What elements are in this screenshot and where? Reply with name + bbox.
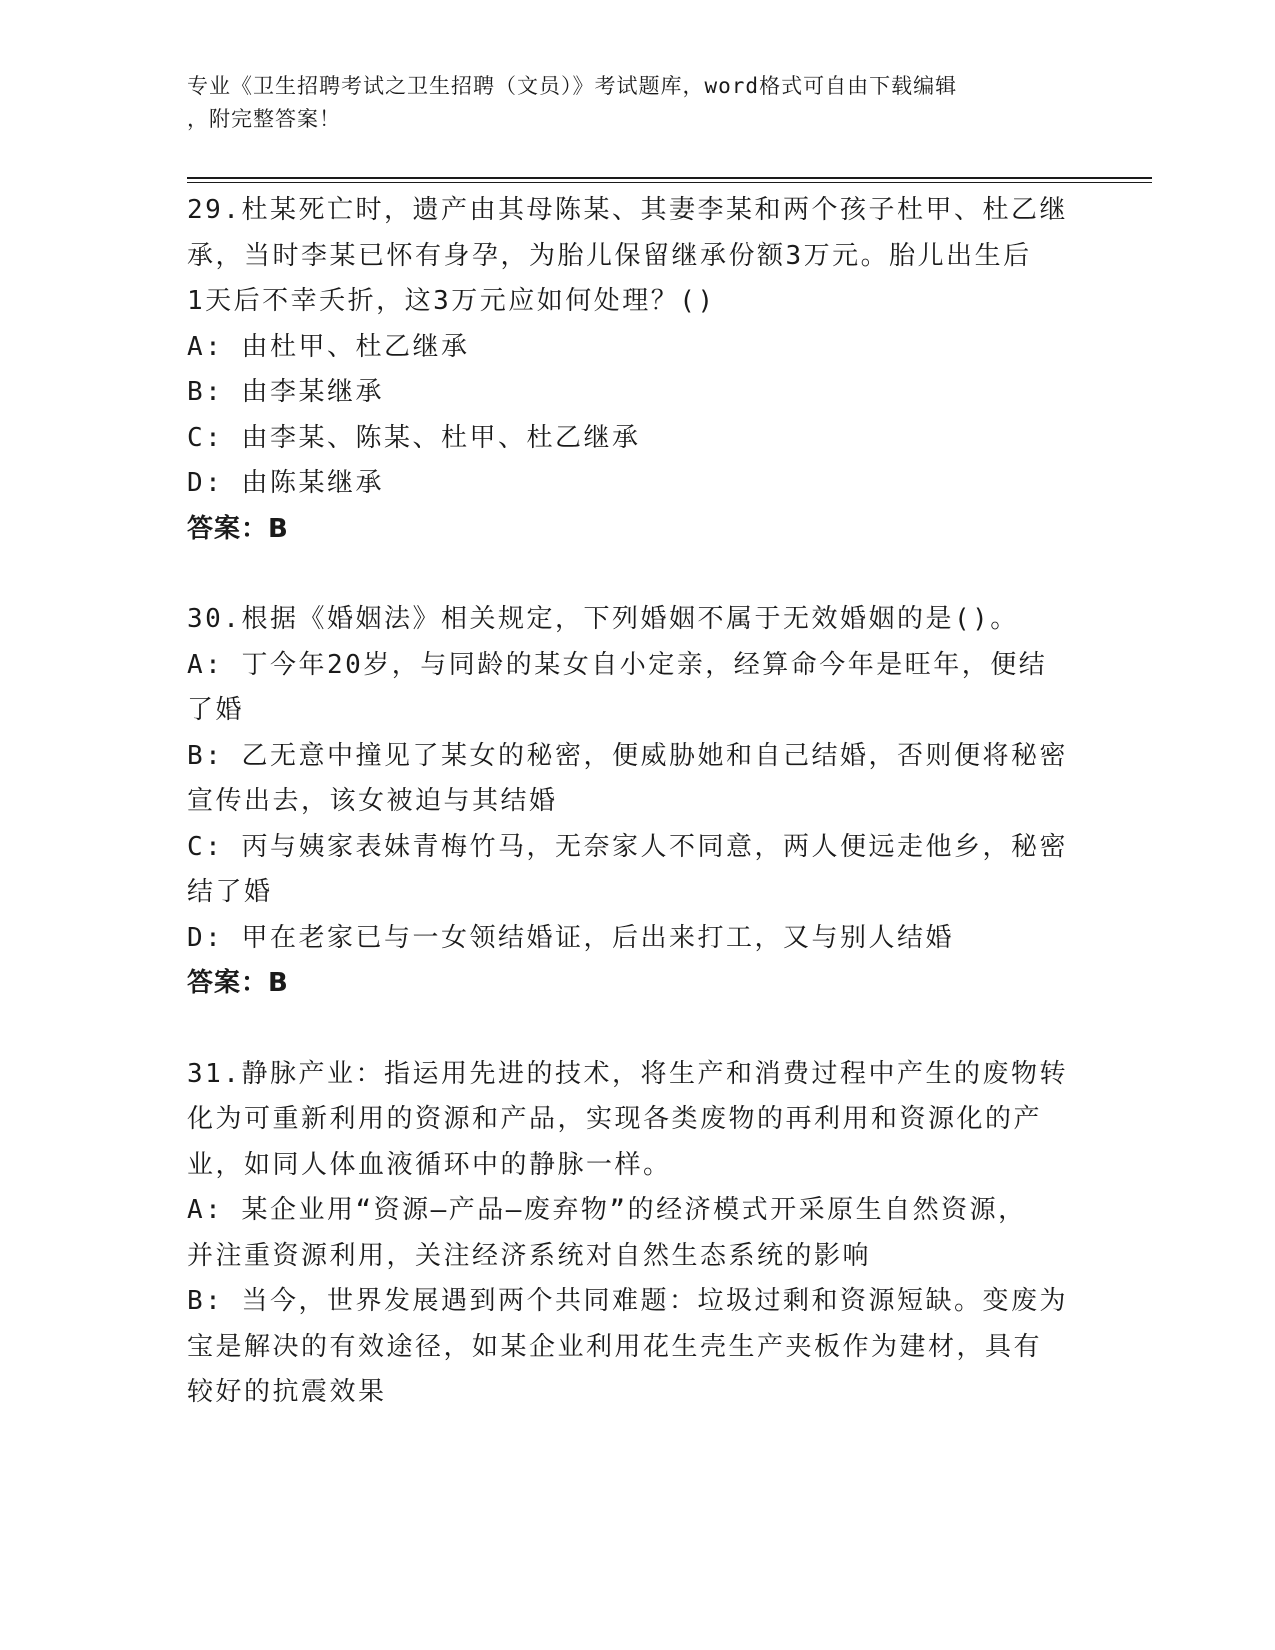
- option-c: C: 丙与姨家表妹青梅竹马，无奈家人不同意，两人便远走他乡，秘密: [187, 831, 1068, 862]
- question-stem-line: 化为可重新利用的资源和产品，实现各类废物的再利用和资源化的产: [187, 1104, 1043, 1134]
- option-d: D: 由陈某继承: [187, 468, 384, 498]
- question-stem-line: 31.静脉产业：指运用先进的技术，将生产和消费过程中产生的废物转: [187, 1058, 1068, 1089]
- question-stem-line: 承，当时李某已怀有身孕，为胎儿保留继承份额3万元。胎儿出生后: [187, 240, 1032, 271]
- answer-label: 答案：B: [187, 968, 289, 998]
- option-a-continued: 了婚: [187, 695, 245, 725]
- header-divider-thick: [187, 177, 1152, 179]
- option-a-continued: 并注重资源利用，关注经济系统对自然生态系统的影响: [187, 1240, 872, 1271]
- question-spacer: [187, 552, 1087, 597]
- answer-label: 答案：B: [187, 513, 289, 544]
- question-29: [187, 188, 1087, 552]
- option-b-continued: 较好的抗震效果: [187, 1377, 387, 1407]
- header-divider-thin: [187, 182, 1152, 183]
- header-line-1: 专业《卫生招聘考试之卫生招聘（文员）》考试题库，word格式可自由下载编辑: [187, 74, 958, 98]
- option-b: B: 由李某继承: [187, 377, 384, 407]
- option-b-continued: 宝是解决的有效途径，如某企业利用花生壳生产夹板作为建材，具有: [187, 1331, 1043, 1362]
- option-a: A: 由杜甲、杜乙继承: [187, 331, 470, 362]
- question-30: [187, 597, 1087, 1007]
- option-c: C: 由李某、陈某、杜甲、杜乙继承: [187, 422, 641, 453]
- header-line-2: ，附完整答案！: [187, 107, 341, 131]
- question-list: [187, 188, 1087, 1416]
- option-b: B: 当今，世界发展遇到两个共同难题：垃圾过剩和资源短缺。变废为: [187, 1286, 1068, 1316]
- option-a: A: 丁今年20岁，与同龄的某女自小定亲，经算命今年是旺年，便结: [187, 649, 1048, 680]
- option-b-continued: 宣传出去，该女被迫与其结婚: [187, 786, 558, 816]
- question-stem-line: 1天后不幸夭折，这3万元应如何处理？(): [187, 286, 716, 316]
- question-stem-line: 29.杜某死亡时，遗产由其母陈某、其妻李某和两个孩子杜甲、杜乙继: [187, 195, 1068, 225]
- option-a: A: 某企业用“资源—产品—废弃物”的经济模式开采原生自然资源，: [187, 1195, 1027, 1225]
- option-c-continued: 结了婚: [187, 877, 273, 907]
- question-stem-line: 30.根据《婚姻法》相关规定，下列婚姻不属于无效婚姻的是()。: [187, 604, 1019, 634]
- document-header: [187, 70, 1067, 136]
- option-d: D: 甲在老家已与一女领结婚证，后出来打工，又与别人结婚: [187, 922, 954, 953]
- question-31: [187, 1052, 1087, 1416]
- question-stem-line: 业，如同人体血液循环中的静脉一样。: [187, 1149, 672, 1180]
- question-spacer: [187, 1007, 1087, 1052]
- option-b: B: 乙无意中撞见了某女的秘密，便威胁她和自己结婚，否则便将秘密: [187, 740, 1068, 771]
